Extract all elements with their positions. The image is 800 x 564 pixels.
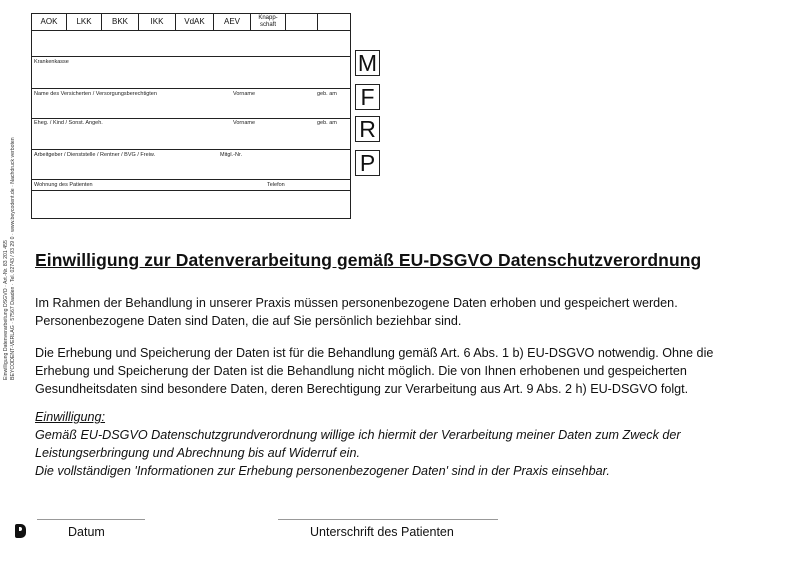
knappschaft-line-2: schaft: [259, 22, 276, 28]
paragraph-legal-basis: [35, 344, 775, 398]
insurance-bkk[interactable]: BKK: [102, 14, 139, 30]
label-wohnung: Wohnung des Patienten: [34, 182, 93, 188]
divider: [32, 56, 350, 57]
letter-box-m[interactable]: M: [355, 50, 380, 76]
paragraph-line: Erhebung und Speicherung der Daten ist die Behandlung nicht möglich. Die von Ihnen erhobenen und gespeicherten: [35, 364, 687, 378]
label-krankenkasse: Krankenkasse: [34, 59, 69, 65]
knappschaft-line-1: Knapp-: [258, 15, 278, 21]
label-vorname-1: Vorname: [233, 91, 256, 97]
paragraph-intro: [35, 294, 775, 330]
label-telefon: Telefon: [267, 182, 285, 188]
insurance-aev[interactable]: AEV: [214, 14, 251, 30]
paragraph-line: Personenbezogene Daten sind Daten, die auf Sie persönlich beziehbar sind.: [35, 314, 462, 328]
letter-box-r[interactable]: R: [355, 116, 380, 142]
divider: [32, 190, 350, 191]
label-arbeitgeber: Arbeitgeber / Dienststelle / Rentner / BVG / Freiw.: [34, 152, 156, 158]
divider: [32, 118, 350, 119]
insurance-blank-1[interactable]: [286, 14, 318, 30]
label-vorname-2: Vorname: [233, 120, 256, 126]
date-label: Datum: [68, 525, 105, 539]
consent-block: [35, 408, 775, 480]
patient-signature-line[interactable]: [278, 519, 498, 520]
paragraph-line: Gesundheitsdaten sind besondere Daten, deren Berechtigung zur Verarbeitung aus Art. 9 Abs. 2 h) EU-DSGVO folgt.: [35, 382, 689, 396]
consent-line: Die vollständigen 'Informationen zur Erhebung personenbezogener Daten' sind in der Praxis einsehbar.: [35, 464, 610, 478]
insurance-type-row: [32, 14, 350, 31]
side-text-line-2: BEYCODENT-VERLAG · 57567 Daaden · Tel. 02743 / 93 29 0 · www.beycodent.de · Nachdruck verboten: [9, 137, 16, 380]
letter-box-p[interactable]: P: [355, 150, 380, 176]
publisher-logo-icon: [15, 524, 26, 538]
insurance-knappschaft[interactable]: [251, 14, 286, 30]
insurance-ikk[interactable]: IKK: [139, 14, 176, 30]
date-signature-line[interactable]: [37, 519, 145, 520]
insurance-lkk[interactable]: LKK: [67, 14, 102, 30]
divider: [32, 88, 350, 89]
consent-heading: Einwilligung:: [35, 410, 106, 424]
label-name-versicherter: Name des Versicherten / Versorgungsberechtigten: [34, 91, 157, 97]
patient-signature-label: Unterschrift des Patienten: [310, 525, 454, 539]
document-title: Einwilligung zur Datenverarbeitung gemäß EU-DSGVO Datenschutzverordnung: [35, 250, 702, 270]
label-angehoeriger: Eheg. / Kind / Sonst. Angeh.: [34, 120, 103, 126]
patient-data-box: [31, 13, 351, 219]
label-mitgl-nr: Mitgl.-Nr.: [220, 152, 242, 158]
divider: [32, 179, 350, 180]
label-geb-am-2: geb. am: [317, 120, 337, 126]
publisher-side-text: [3, 80, 16, 380]
paragraph-line: Im Rahmen der Behandlung in unserer Praxis müssen personenbezogene Daten erhoben und gespeichert werden.: [35, 296, 678, 310]
insurance-vdak[interactable]: VdAK: [176, 14, 214, 30]
consent-line: Gemäß EU-DSGVO Datenschutzgrundverordnung willige ich hiermit der Verarbeitung meiner Daten zum Zweck der: [35, 428, 681, 442]
letter-box-f[interactable]: F: [355, 84, 380, 110]
label-geb-am-1: geb. am: [317, 91, 337, 97]
consent-line: Leistungserbringung und Abrechnung bis auf Widerruf ein.: [35, 446, 360, 460]
side-text-line-1: Einwilligung Datenverarbeitung DSGVO · Art.-Nr. 83 201 455: [3, 240, 9, 380]
insurance-blank-2[interactable]: [318, 14, 350, 30]
divider: [32, 149, 350, 150]
paragraph-line: Die Erhebung und Speicherung der Daten ist für die Behandlung gemäß Art. 6 Abs. 1 b) EU-DSGVO notwendig. Ohne die: [35, 346, 714, 360]
insurance-aok[interactable]: AOK: [32, 14, 67, 30]
